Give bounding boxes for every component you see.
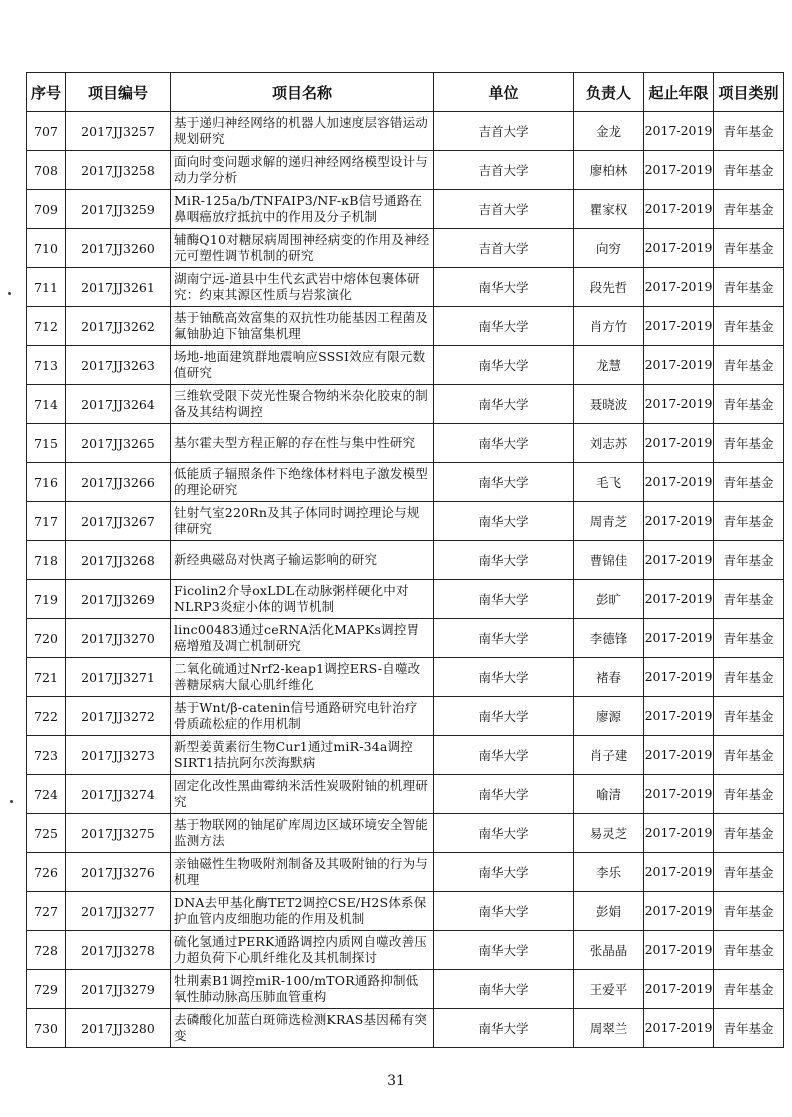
cell-leader: 曹锦佳 — [574, 541, 644, 580]
header-no: 序号 — [27, 73, 66, 112]
cell-unit: 南华大学 — [434, 775, 574, 814]
cell-code: 2017JJ3263 — [66, 346, 171, 385]
cell-name: 基于物联网的铀尾矿库周边区域环境安全智能监测方法 — [171, 814, 434, 853]
cell-code: 2017JJ3271 — [66, 658, 171, 697]
cell-code: 2017JJ3274 — [66, 775, 171, 814]
table-row — [27, 697, 784, 736]
cell-no: 714 — [27, 385, 66, 424]
cell-category: 青年基金 — [714, 775, 784, 814]
cell-unit: 南华大学 — [434, 1009, 574, 1048]
cell-category: 青年基金 — [714, 151, 784, 190]
cell-code: 2017JJ3257 — [66, 112, 171, 151]
cell-name: 场地-地面建筑群地震响应SSSI效应有限元数值研究 — [171, 346, 434, 385]
cell-category: 青年基金 — [714, 892, 784, 931]
cell-years: 2017-2019 — [644, 190, 714, 229]
cell-no: 728 — [27, 931, 66, 970]
cell-code: 2017JJ3262 — [66, 307, 171, 346]
page-number: 31 — [387, 1073, 405, 1089]
cell-no: 719 — [27, 580, 66, 619]
cell-category: 青年基金 — [714, 931, 784, 970]
cell-unit: 南华大学 — [434, 268, 574, 307]
cell-name: 二氧化硫通过Nrf2-keap1调控ERS-自噬改善糖尿病大鼠心肌纤维化 — [171, 658, 434, 697]
table-row — [27, 580, 784, 619]
cell-leader: 瞿家权 — [574, 190, 644, 229]
cell-category: 青年基金 — [714, 502, 784, 541]
scan-speck — [10, 800, 13, 803]
cell-name: 硫化氢通过PERK通路调控内质网自噬改善压力超负荷下心肌纤维化及其机制探讨 — [171, 931, 434, 970]
cell-years: 2017-2019 — [644, 541, 714, 580]
cell-category: 青年基金 — [714, 229, 784, 268]
table-row — [27, 931, 784, 970]
table-row — [27, 268, 784, 307]
project-table-container — [26, 72, 783, 1048]
cell-code: 2017JJ3272 — [66, 697, 171, 736]
cell-years: 2017-2019 — [644, 151, 714, 190]
table-row — [27, 229, 784, 268]
cell-name: 牡荆素B1调控miR-100/mTOR通路抑制低氧性肺动脉高压肺血管重构 — [171, 970, 434, 1009]
scan-speck — [8, 292, 11, 295]
cell-name: 基于铀酰高效富集的双抗性功能基因工程菌及氟铀胁迫下铀富集机理 — [171, 307, 434, 346]
cell-unit: 南华大学 — [434, 853, 574, 892]
header-code: 项目编号 — [66, 73, 171, 112]
header-name: 项目名称 — [171, 73, 434, 112]
cell-name: 基尔霍夫型方程正解的存在性与集中性研究 — [171, 424, 434, 463]
table-row — [27, 1009, 784, 1048]
cell-category: 青年基金 — [714, 853, 784, 892]
cell-name: 新型姜黄素衍生物Cur1通过miR-34a调控SIRT1拮抗阿尔茨海默病 — [171, 736, 434, 775]
cell-no: 720 — [27, 619, 66, 658]
cell-code: 2017JJ3278 — [66, 931, 171, 970]
cell-unit: 南华大学 — [434, 307, 574, 346]
cell-category: 青年基金 — [714, 1009, 784, 1048]
table-row — [27, 112, 784, 151]
cell-unit: 南华大学 — [434, 580, 574, 619]
cell-unit: 南华大学 — [434, 658, 574, 697]
cell-name: 亲铀磁性生物吸附剂制备及其吸附铀的行为与机理 — [171, 853, 434, 892]
cell-no: 716 — [27, 463, 66, 502]
cell-leader: 聂晓波 — [574, 385, 644, 424]
table-row — [27, 658, 784, 697]
table-row — [27, 463, 784, 502]
table-row — [27, 307, 784, 346]
cell-leader: 肖子建 — [574, 736, 644, 775]
cell-leader: 周翠兰 — [574, 1009, 644, 1048]
cell-category: 青年基金 — [714, 268, 784, 307]
cell-leader: 张晶晶 — [574, 931, 644, 970]
cell-years: 2017-2019 — [644, 346, 714, 385]
cell-name: 钍射气室220Rn及其子体同时调控理论与规律研究 — [171, 502, 434, 541]
cell-category: 青年基金 — [714, 385, 784, 424]
cell-code: 2017JJ3280 — [66, 1009, 171, 1048]
table-row — [27, 970, 784, 1009]
cell-years: 2017-2019 — [644, 1009, 714, 1048]
cell-category: 青年基金 — [714, 619, 784, 658]
table-row — [27, 190, 784, 229]
cell-years: 2017-2019 — [644, 463, 714, 502]
header-unit: 单位 — [434, 73, 574, 112]
table-row — [27, 151, 784, 190]
cell-no: 723 — [27, 736, 66, 775]
cell-no: 713 — [27, 346, 66, 385]
header-leader: 负责人 — [574, 73, 644, 112]
cell-code: 2017JJ3259 — [66, 190, 171, 229]
cell-leader: 廖源 — [574, 697, 644, 736]
cell-unit: 南华大学 — [434, 814, 574, 853]
cell-name: linc00483通过ceRNA活化MAPKs调控胃癌增殖及凋亡机制研究 — [171, 619, 434, 658]
cell-leader: 刘志苏 — [574, 424, 644, 463]
cell-unit: 南华大学 — [434, 970, 574, 1009]
table-body — [27, 112, 784, 1048]
cell-leader: 彭旷 — [574, 580, 644, 619]
cell-name: DNA去甲基化酶TET2调控CSE/H2S体系保护血管内皮细胞功能的作用及机制 — [171, 892, 434, 931]
cell-leader: 喻清 — [574, 775, 644, 814]
table-row — [27, 424, 784, 463]
cell-leader: 彭娟 — [574, 892, 644, 931]
cell-years: 2017-2019 — [644, 892, 714, 931]
cell-no: 717 — [27, 502, 66, 541]
cell-code: 2017JJ3276 — [66, 853, 171, 892]
cell-category: 青年基金 — [714, 112, 784, 151]
table-row — [27, 892, 784, 931]
cell-code: 2017JJ3265 — [66, 424, 171, 463]
cell-leader: 向穷 — [574, 229, 644, 268]
cell-leader: 易灵芝 — [574, 814, 644, 853]
cell-unit: 南华大学 — [434, 892, 574, 931]
cell-name: 新经典磁岛对快离子输运影响的研究 — [171, 541, 434, 580]
cell-code: 2017JJ3267 — [66, 502, 171, 541]
cell-category: 青年基金 — [714, 307, 784, 346]
cell-name: MiR-125a/b/TNFAIP3/NF-κB信号通路在鼻咽癌放疗抵抗中的作用及分子机制 — [171, 190, 434, 229]
cell-leader: 褚春 — [574, 658, 644, 697]
cell-name: 面向时变问题求解的递归神经网络模型设计与动力学分析 — [171, 151, 434, 190]
cell-name: 固定化改性黑曲霉纳米活性炭吸附铀的机理研究 — [171, 775, 434, 814]
cell-years: 2017-2019 — [644, 814, 714, 853]
cell-unit: 南华大学 — [434, 502, 574, 541]
cell-name: 基于Wnt/β-catenin信号通路研究电针治疗骨质疏松症的作用机制 — [171, 697, 434, 736]
cell-leader: 龙慧 — [574, 346, 644, 385]
cell-category: 青年基金 — [714, 658, 784, 697]
cell-name: 低能质子辐照条件下绝缘体材料电子激发模型的理论研究 — [171, 463, 434, 502]
cell-years: 2017-2019 — [644, 229, 714, 268]
cell-no: 722 — [27, 697, 66, 736]
cell-no: 729 — [27, 970, 66, 1009]
cell-unit: 吉首大学 — [434, 112, 574, 151]
table-row — [27, 541, 784, 580]
cell-no: 708 — [27, 151, 66, 190]
cell-category: 青年基金 — [714, 814, 784, 853]
cell-leader: 金龙 — [574, 112, 644, 151]
cell-no: 715 — [27, 424, 66, 463]
cell-unit: 吉首大学 — [434, 151, 574, 190]
cell-years: 2017-2019 — [644, 619, 714, 658]
cell-years: 2017-2019 — [644, 658, 714, 697]
cell-unit: 南华大学 — [434, 541, 574, 580]
cell-category: 青年基金 — [714, 541, 784, 580]
cell-no: 725 — [27, 814, 66, 853]
cell-category: 青年基金 — [714, 424, 784, 463]
cell-code: 2017JJ3277 — [66, 892, 171, 931]
cell-leader: 段先哲 — [574, 268, 644, 307]
cell-name: Ficolin2介导oxLDL在动脉粥样硬化中对NLRP3炎症小体的调节机制 — [171, 580, 434, 619]
cell-code: 2017JJ3273 — [66, 736, 171, 775]
table-row — [27, 814, 784, 853]
cell-unit: 南华大学 — [434, 463, 574, 502]
cell-years: 2017-2019 — [644, 112, 714, 151]
cell-years: 2017-2019 — [644, 424, 714, 463]
cell-no: 712 — [27, 307, 66, 346]
cell-years: 2017-2019 — [644, 307, 714, 346]
cell-leader: 廖柏林 — [574, 151, 644, 190]
cell-category: 青年基金 — [714, 463, 784, 502]
cell-category: 青年基金 — [714, 736, 784, 775]
cell-unit: 南华大学 — [434, 385, 574, 424]
table-row — [27, 385, 784, 424]
cell-code: 2017JJ3260 — [66, 229, 171, 268]
cell-no: 709 — [27, 190, 66, 229]
cell-name: 辅酶Q10对糖尿病周围神经病变的作用及神经元可塑性调节机制的研究 — [171, 229, 434, 268]
cell-leader: 李德锋 — [574, 619, 644, 658]
table-row — [27, 502, 784, 541]
cell-code: 2017JJ3266 — [66, 463, 171, 502]
cell-unit: 南华大学 — [434, 736, 574, 775]
cell-unit: 南华大学 — [434, 346, 574, 385]
cell-category: 青年基金 — [714, 970, 784, 1009]
cell-leader: 毛飞 — [574, 463, 644, 502]
cell-no: 707 — [27, 112, 66, 151]
cell-years: 2017-2019 — [644, 268, 714, 307]
cell-years: 2017-2019 — [644, 853, 714, 892]
cell-category: 青年基金 — [714, 697, 784, 736]
cell-category: 青年基金 — [714, 346, 784, 385]
cell-years: 2017-2019 — [644, 502, 714, 541]
cell-unit: 吉首大学 — [434, 229, 574, 268]
cell-leader: 王爱平 — [574, 970, 644, 1009]
table-row — [27, 619, 784, 658]
cell-code: 2017JJ3258 — [66, 151, 171, 190]
cell-leader: 肖方竹 — [574, 307, 644, 346]
cell-category: 青年基金 — [714, 580, 784, 619]
cell-no: 711 — [27, 268, 66, 307]
cell-years: 2017-2019 — [644, 736, 714, 775]
cell-leader: 李乐 — [574, 853, 644, 892]
cell-code: 2017JJ3269 — [66, 580, 171, 619]
cell-years: 2017-2019 — [644, 970, 714, 1009]
cell-no: 727 — [27, 892, 66, 931]
table-row — [27, 736, 784, 775]
cell-unit: 南华大学 — [434, 619, 574, 658]
cell-no: 726 — [27, 853, 66, 892]
cell-unit: 南华大学 — [434, 931, 574, 970]
cell-years: 2017-2019 — [644, 775, 714, 814]
table-row — [27, 853, 784, 892]
cell-unit: 南华大学 — [434, 424, 574, 463]
table-row — [27, 346, 784, 385]
cell-years: 2017-2019 — [644, 931, 714, 970]
cell-name: 三维软受限下荧光性聚合物纳米杂化胶束的制备及其结构调控 — [171, 385, 434, 424]
cell-no: 721 — [27, 658, 66, 697]
cell-unit: 吉首大学 — [434, 190, 574, 229]
cell-code: 2017JJ3270 — [66, 619, 171, 658]
cell-code: 2017JJ3264 — [66, 385, 171, 424]
cell-code: 2017JJ3268 — [66, 541, 171, 580]
cell-leader: 周青芝 — [574, 502, 644, 541]
cell-years: 2017-2019 — [644, 580, 714, 619]
cell-name: 去磷酸化加蓝白斑筛选检测KRAS基因稀有突变 — [171, 1009, 434, 1048]
cell-code: 2017JJ3275 — [66, 814, 171, 853]
cell-category: 青年基金 — [714, 190, 784, 229]
table-header-row — [27, 73, 784, 112]
cell-unit: 南华大学 — [434, 697, 574, 736]
cell-code: 2017JJ3279 — [66, 970, 171, 1009]
cell-no: 718 — [27, 541, 66, 580]
cell-years: 2017-2019 — [644, 385, 714, 424]
cell-no: 710 — [27, 229, 66, 268]
cell-name: 基于递归神经网络的机器人加速度层容错运动规划研究 — [171, 112, 434, 151]
cell-no: 730 — [27, 1009, 66, 1048]
cell-no: 724 — [27, 775, 66, 814]
cell-code: 2017JJ3261 — [66, 268, 171, 307]
header-category: 项目类别 — [714, 73, 784, 112]
header-years: 起止年限 — [644, 73, 714, 112]
project-table — [26, 72, 784, 1048]
table-row — [27, 775, 784, 814]
cell-years: 2017-2019 — [644, 697, 714, 736]
cell-name: 湖南宁远-道县中生代玄武岩中熔体包裹体研究：约束其源区性质与岩浆演化 — [171, 268, 434, 307]
